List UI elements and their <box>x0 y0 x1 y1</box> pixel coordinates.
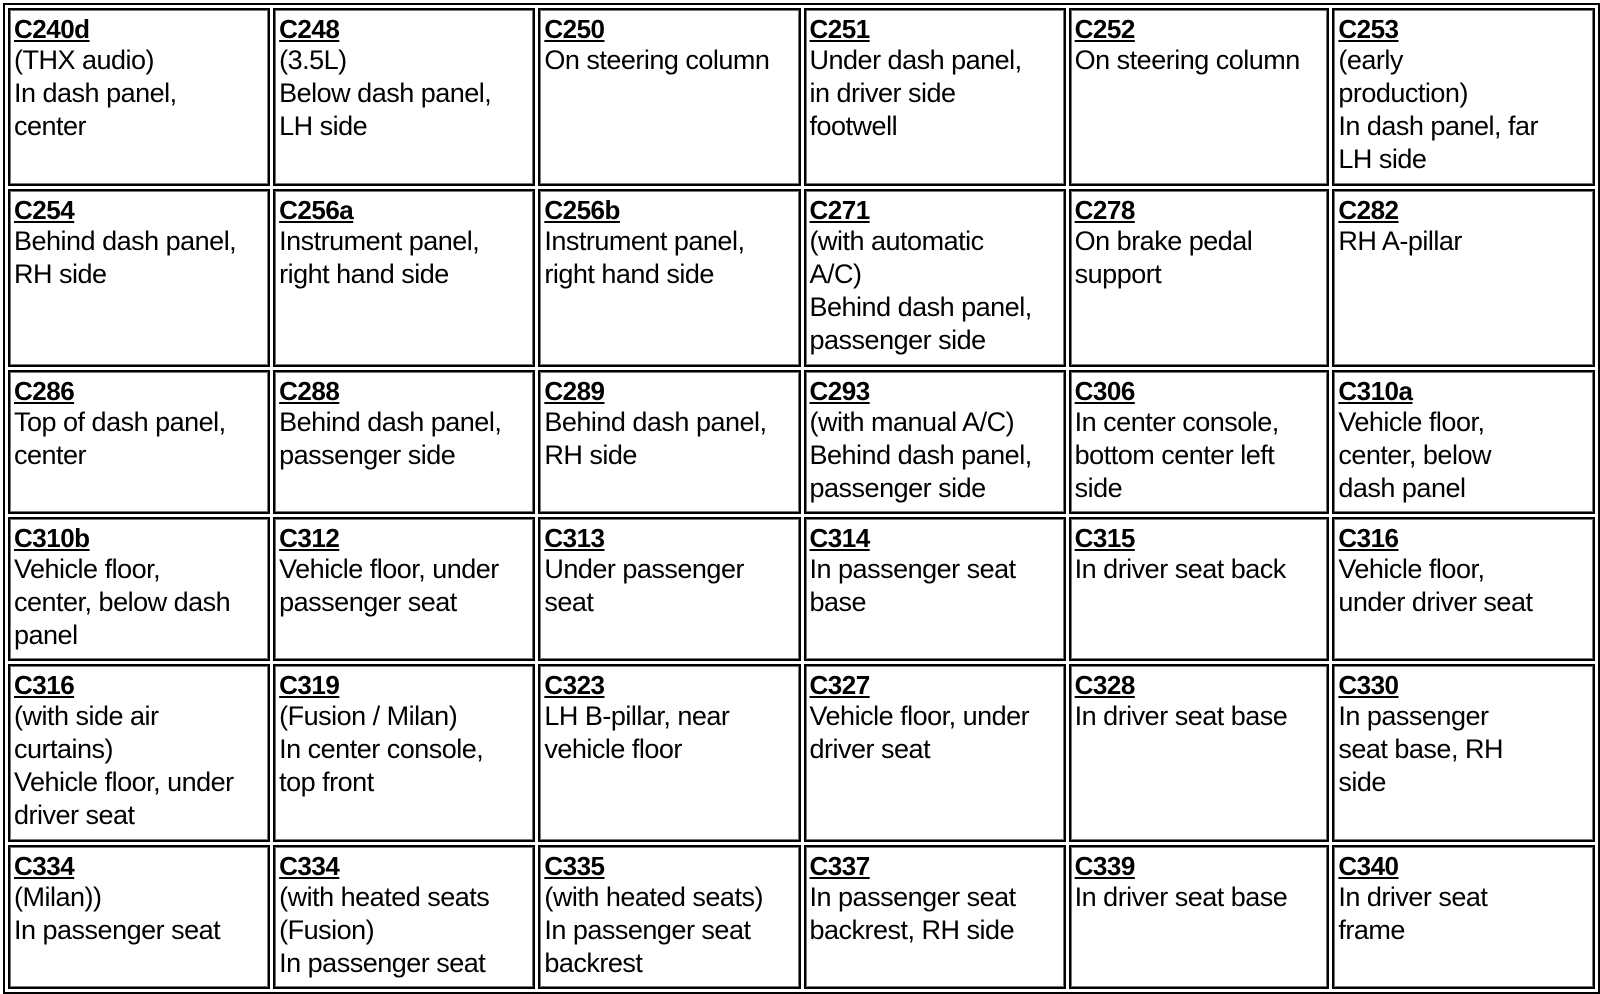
connector-id-link[interactable]: C339 <box>1074 851 1135 881</box>
connector-location: Instrument panel, right hand side <box>279 226 480 289</box>
connector-location: Top of dash panel, center <box>14 407 226 470</box>
connector-id-link[interactable]: C312 <box>279 523 340 553</box>
connector-id-link[interactable]: C271 <box>809 195 870 225</box>
connector-location: On steering column <box>1074 45 1300 75</box>
connector-cell <box>1069 189 1330 367</box>
connector-location: Vehicle floor, under driver seat <box>809 701 1030 764</box>
connector-id-link[interactable]: C252 <box>1074 14 1135 44</box>
connector-id-link[interactable]: C328 <box>1074 670 1135 700</box>
connector-cell <box>538 517 800 661</box>
connector-cell <box>804 664 1066 842</box>
connector-location: In driver seat back <box>1074 554 1286 584</box>
connector-cell <box>8 845 270 989</box>
connector-location: Behind dash panel, passenger side <box>279 407 502 470</box>
table-row <box>8 664 1595 842</box>
connector-id-link[interactable]: C310b <box>14 523 90 553</box>
connector-cell <box>273 370 535 514</box>
connector-cell <box>538 189 800 367</box>
connector-cell <box>538 845 800 989</box>
connector-cell <box>8 8 270 186</box>
connector-location-table <box>3 3 1600 994</box>
connector-cell <box>1069 517 1330 661</box>
connector-id-link[interactable]: C316 <box>1338 523 1399 553</box>
connector-cell <box>538 664 800 842</box>
connector-location: (3.5L) Below dash panel, LH side <box>279 45 492 141</box>
connector-id-link[interactable]: C306 <box>1074 376 1135 406</box>
connector-id-link[interactable]: C254 <box>14 195 75 225</box>
connector-id-link[interactable]: C330 <box>1338 670 1399 700</box>
connector-cell <box>273 664 535 842</box>
connector-id-link[interactable]: C286 <box>14 376 75 406</box>
connector-location: Behind dash panel, RH side <box>544 407 767 470</box>
connector-id-link[interactable]: C327 <box>809 670 870 700</box>
connector-location: In driver seat base <box>1074 701 1288 731</box>
connector-cell <box>8 370 270 514</box>
connector-location: In driver seat frame <box>1338 882 1488 945</box>
connector-cell <box>804 517 1066 661</box>
connector-id-link[interactable]: C253 <box>1338 14 1399 44</box>
connector-location: (THX audio) In dash panel, center <box>14 45 177 141</box>
connector-id-link[interactable]: C323 <box>544 670 605 700</box>
connector-location: Under passenger seat <box>544 554 744 617</box>
connector-cell <box>8 517 270 661</box>
connector-id-link[interactable]: C334 <box>279 851 340 881</box>
table-row <box>8 517 1595 661</box>
connector-location: (Fusion / Milan) In center console, top front <box>279 701 484 797</box>
connector-cell <box>1332 664 1595 842</box>
connector-id-link[interactable]: C289 <box>544 376 605 406</box>
connector-id-link[interactable]: C334 <box>14 851 75 881</box>
table-row <box>8 189 1595 367</box>
connector-cell <box>8 664 270 842</box>
connector-cell <box>273 189 535 367</box>
connector-cell <box>538 8 800 186</box>
connector-id-link[interactable]: C256a <box>279 195 354 225</box>
table-row <box>8 8 1595 186</box>
connector-cell <box>1332 845 1595 989</box>
connector-location: Vehicle floor, center, below dash panel <box>1338 407 1491 503</box>
connector-id-link[interactable]: C288 <box>279 376 340 406</box>
connector-id-link[interactable]: C319 <box>279 670 340 700</box>
connector-location: Vehicle floor, under driver seat <box>1338 554 1533 617</box>
connector-id-link[interactable]: C313 <box>544 523 605 553</box>
connector-id-link[interactable]: C278 <box>1074 195 1135 225</box>
connector-location: Behind dash panel, RH side <box>14 226 237 289</box>
connector-location: RH A-pillar <box>1338 226 1462 256</box>
connector-cell <box>804 845 1066 989</box>
connector-cell <box>804 189 1066 367</box>
connector-id-link[interactable]: C314 <box>809 523 870 553</box>
connector-cell <box>273 517 535 661</box>
connector-location: Vehicle floor, center, below dash panel <box>14 554 231 650</box>
connector-cell <box>8 189 270 367</box>
connector-location: In center console, bottom center left side <box>1074 407 1279 503</box>
connector-location: (with automatic A/C) Behind dash panel, passenger side <box>809 226 1032 355</box>
connector-location: Vehicle floor, under passenger seat <box>279 554 499 617</box>
connector-location: (with heated seats) In passenger seat backrest <box>544 882 763 978</box>
connector-id-link[interactable]: C310a <box>1338 376 1413 406</box>
connector-cell <box>804 370 1066 514</box>
connector-cell <box>804 8 1066 186</box>
connector-id-link[interactable]: C316 <box>14 670 75 700</box>
connector-id-link[interactable]: C335 <box>544 851 605 881</box>
connector-cell <box>1332 8 1595 186</box>
connector-cell <box>273 8 535 186</box>
connector-cell <box>1069 664 1330 842</box>
connector-id-link[interactable]: C282 <box>1338 195 1399 225</box>
table-row <box>8 370 1595 514</box>
connector-id-link[interactable]: C251 <box>809 14 870 44</box>
connector-cell <box>1069 845 1330 989</box>
connector-id-link[interactable]: C250 <box>544 14 605 44</box>
connector-location: (with manual A/C) Behind dash panel, passenger side <box>809 407 1032 503</box>
connector-location: LH B-pillar, near vehicle floor <box>544 701 730 764</box>
connector-cell <box>1332 517 1595 661</box>
connector-cell <box>1332 189 1595 367</box>
connector-id-link[interactable]: C256b <box>544 195 620 225</box>
connector-id-link[interactable]: C340 <box>1338 851 1399 881</box>
connector-location: On brake pedal support <box>1074 226 1253 289</box>
connector-cell <box>538 370 800 514</box>
table-row <box>8 845 1595 989</box>
connector-cell <box>1332 370 1595 514</box>
connector-location: (with side air curtains) Vehicle floor, under driver seat <box>14 701 234 830</box>
connector-id-link[interactable]: C248 <box>279 14 340 44</box>
connector-location: (Milan)) In passenger seat <box>14 882 221 945</box>
connector-location: Under dash panel, in driver side footwell <box>809 45 1022 141</box>
connector-location: In driver seat base <box>1074 882 1288 912</box>
connector-location: In passenger seat base <box>809 554 1016 617</box>
connector-id-link[interactable]: C315 <box>1074 523 1135 553</box>
connector-location: (with heated seats (Fusion) In passenger seat <box>279 882 490 978</box>
connector-location: Instrument panel, right hand side <box>544 226 745 289</box>
connector-id-link[interactable]: C293 <box>809 376 870 406</box>
connector-cell <box>1069 370 1330 514</box>
connector-cell <box>273 845 535 989</box>
connector-id-link[interactable]: C337 <box>809 851 870 881</box>
connector-location: In passenger seat base, RH side <box>1338 701 1503 797</box>
connector-location: (early production) In dash panel, far LH side <box>1338 45 1539 174</box>
connector-location: In passenger seat backrest, RH side <box>809 882 1016 945</box>
connector-location: On steering column <box>544 45 770 75</box>
connector-id-link[interactable]: C240d <box>14 14 90 44</box>
connector-cell <box>1069 8 1330 186</box>
